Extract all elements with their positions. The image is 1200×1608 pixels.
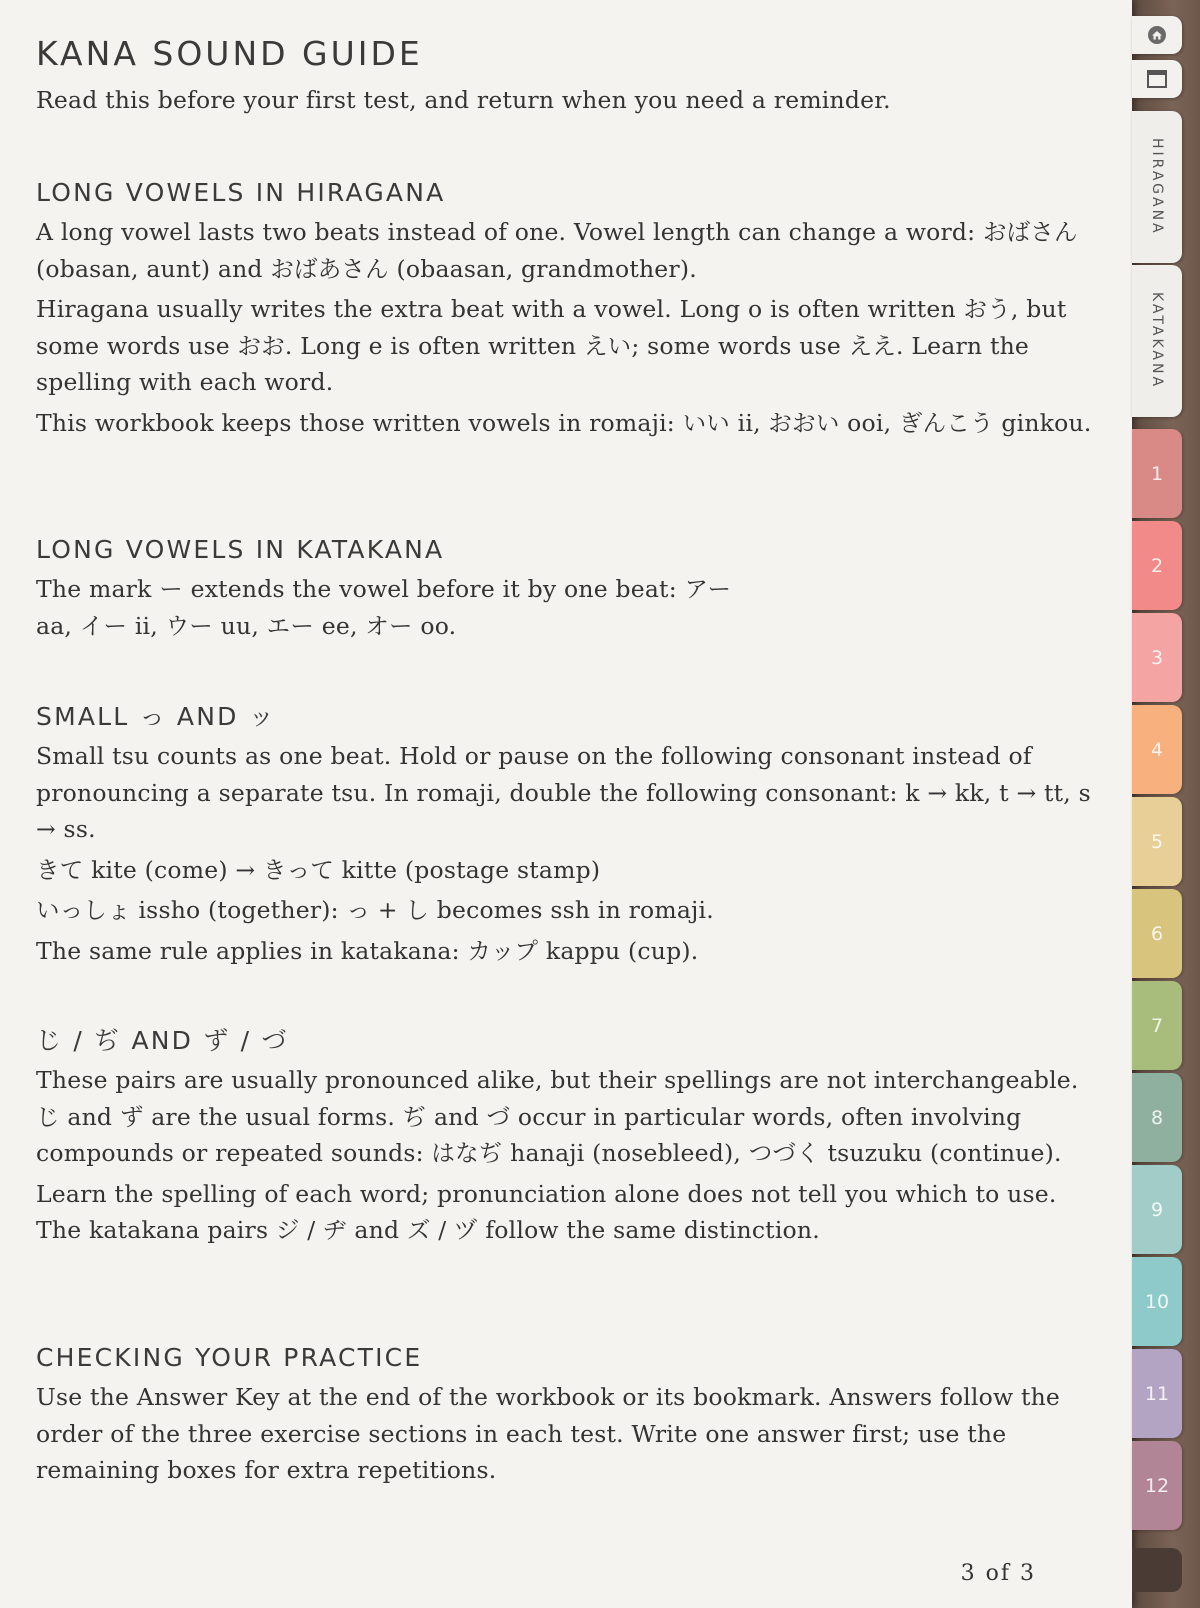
home-icon bbox=[1147, 25, 1167, 45]
section-small-tsu bbox=[36, 700, 1096, 969]
section-paragraph: Use the Answer Key at the end of the workbook or its bookmark. Answers follow the order of the three exercise sections in each test. Write one answer first; use the remaining boxes for extra repetitions. bbox=[36, 1383, 1061, 1484]
window-icon bbox=[1146, 68, 1168, 90]
tab-test-4[interactable]: 4 bbox=[1132, 705, 1182, 794]
section-paragraph: A long vowel lasts two beats instead of one. Vowel length can change a word: おばさん (obasan, aunt) and おばあさん (obaasan, grandmother). bbox=[36, 218, 1078, 283]
section-paragraph: いっしょ issho (together): っ + し becomes ssh in romaji. bbox=[36, 896, 714, 924]
section-paragraph: Learn the spelling of each word; pronunciation alone does not tell you which to use. The katakana pairs ジ / ヂ and ズ / ヅ follow the same distinction. bbox=[36, 1179, 1057, 1244]
section-paragraph: The same rule applies in katakana: カップ kappu (cup). bbox=[36, 936, 699, 965]
section-heading: CHECKING YOUR PRACTICE bbox=[36, 1343, 423, 1372]
tab-test-6[interactable]: 6 bbox=[1132, 889, 1182, 978]
page-title: KANA SOUND GUIDE bbox=[36, 34, 423, 73]
bottom-bookmark-tab[interactable] bbox=[1132, 1548, 1182, 1592]
section-paragraph: Small tsu counts as one beat. Hold or pause on the following consonant instead of pronouncing a separate tsu. In romaji, double the following consonant: k → kk, t → tt, s → ss. bbox=[36, 742, 1091, 843]
tab-label: KATAKANA bbox=[1149, 292, 1165, 390]
section-paragraph: These pairs are usually pronounced alike, but their spellings are not interchangeable. じ and ず are the usual forms. ぢ and づ occur in particular words, often involving compounds or repeated sounds: はなぢ hanaji (nosebleed), つづく tsuzuku (continue). bbox=[36, 1066, 1079, 1167]
page-indicator: 3 of 3 bbox=[960, 1561, 1036, 1586]
tab-katakana[interactable] bbox=[1132, 265, 1182, 417]
section-heading: LONG VOWELS IN KATAKANA bbox=[36, 535, 445, 564]
home-button[interactable] bbox=[1132, 16, 1182, 54]
tab-test-12[interactable]: 12 bbox=[1132, 1441, 1182, 1530]
tab-test-5[interactable]: 5 bbox=[1132, 797, 1182, 886]
section-long-vowels-hiragana bbox=[36, 176, 1096, 441]
tab-test-7[interactable]: 7 bbox=[1132, 981, 1182, 1070]
tab-test-11[interactable]: 11 bbox=[1132, 1349, 1182, 1438]
section-heading: じ / ぢ AND ず / づ bbox=[36, 1026, 289, 1055]
tab-test-3[interactable]: 3 bbox=[1132, 613, 1182, 702]
section-checking-practice bbox=[36, 1341, 1096, 1489]
section-heading: SMALL っ AND ッ bbox=[36, 702, 276, 731]
section-paragraph: The mark ー extends the vowel before it by one beat: アー aa, イー ii, ウー uu, エー ee, オー oo. bbox=[36, 575, 732, 640]
section-ji-zu bbox=[36, 1024, 1096, 1249]
section-paragraph: きて kite (come) → きって kitte (postage stamp) bbox=[36, 855, 601, 884]
section-long-vowels-katakana bbox=[36, 533, 1096, 644]
tab-test-2[interactable]: 2 bbox=[1132, 521, 1182, 610]
section-paragraph: Hiragana usually writes the extra beat with a vowel. Long o is often written おう, but some words use おお. Long e is often written えい; some words use ええ. Learn the spelling with each word. bbox=[36, 295, 1067, 396]
section-heading: LONG VOWELS IN HIRAGANA bbox=[36, 178, 446, 207]
tab-hiragana[interactable] bbox=[1132, 111, 1182, 263]
window-button[interactable] bbox=[1132, 60, 1182, 98]
page-intro: Read this before your first test, and return when you need a reminder. bbox=[36, 86, 891, 114]
tab-test-10[interactable]: 10 bbox=[1132, 1257, 1182, 1346]
section-paragraph: This workbook keeps those written vowels in romaji: いい ii, おおい ooi, ぎんこう ginkou. bbox=[36, 408, 1092, 437]
tab-test-9[interactable]: 9 bbox=[1132, 1165, 1182, 1254]
tab-test-8[interactable]: 8 bbox=[1132, 1073, 1182, 1162]
tab-test-1[interactable]: 1 bbox=[1132, 429, 1182, 518]
tab-label: HIRAGANA bbox=[1149, 138, 1165, 236]
